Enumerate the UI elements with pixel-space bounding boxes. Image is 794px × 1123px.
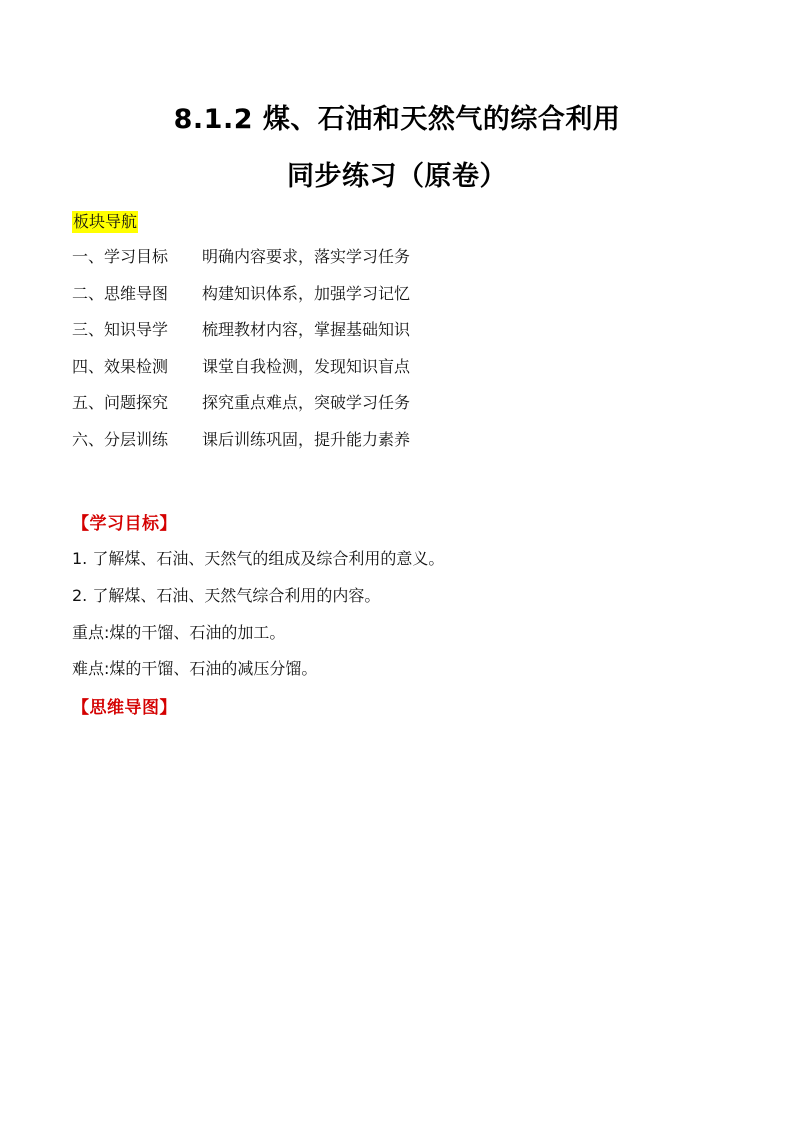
navigation-item [72, 429, 410, 466]
key-point-line: 重点:煤的干馏、石油的加工。 [72, 623, 286, 642]
navigation-heading: 板块导航 [73, 212, 138, 231]
mind-map-title: 【思维导图】 [72, 698, 177, 718]
navigation-item [72, 392, 410, 429]
document-subtitle: 同步练习（原卷） [287, 161, 507, 192]
document-title: 8.1.2 煤、石油和天然气的综合利用 [173, 104, 621, 135]
navigation-item-desc: 构建知识体系，加强学习记忆 [202, 283, 411, 303]
navigation-item-name: 二、思维导图 [72, 283, 169, 303]
navigation-list [72, 246, 410, 465]
navigation-item [72, 356, 410, 393]
navigation-item-desc: 课后训练巩固，提升能力素养 [202, 429, 411, 449]
difficult-point-line: 难点:煤的干馏、石油的减压分馏。 [72, 659, 318, 678]
navigation-item-desc: 探究重点难点，突破学习任务 [202, 393, 411, 412]
learning-goal-line: 1. 了解煤、石油、天然气的组成及综合利用的意义。 [72, 549, 445, 568]
navigation-item-desc: 明确内容要求，落实学习任务 [202, 247, 411, 266]
navigation-item [72, 283, 410, 320]
learning-goals-title: 【学习目标】 [72, 514, 177, 534]
navigation-item-name: 三、知识导学 [72, 320, 169, 339]
navigation-item-name: 六、分层训练 [72, 429, 169, 449]
navigation-item-desc: 梳理教材内容，掌握基础知识 [202, 320, 411, 339]
navigation-item-desc: 课堂自我检测，发现知识盲点 [202, 356, 411, 376]
learning-goal-line: 2. 了解煤、石油、天然气综合利用的内容。 [72, 586, 381, 605]
navigation-item-name: 一、学习目标 [72, 247, 169, 266]
navigation-item-name: 四、效果检测 [72, 356, 169, 376]
navigation-item-name: 五、问题探究 [72, 393, 169, 412]
navigation-item [72, 246, 410, 283]
navigation-item [72, 319, 410, 356]
